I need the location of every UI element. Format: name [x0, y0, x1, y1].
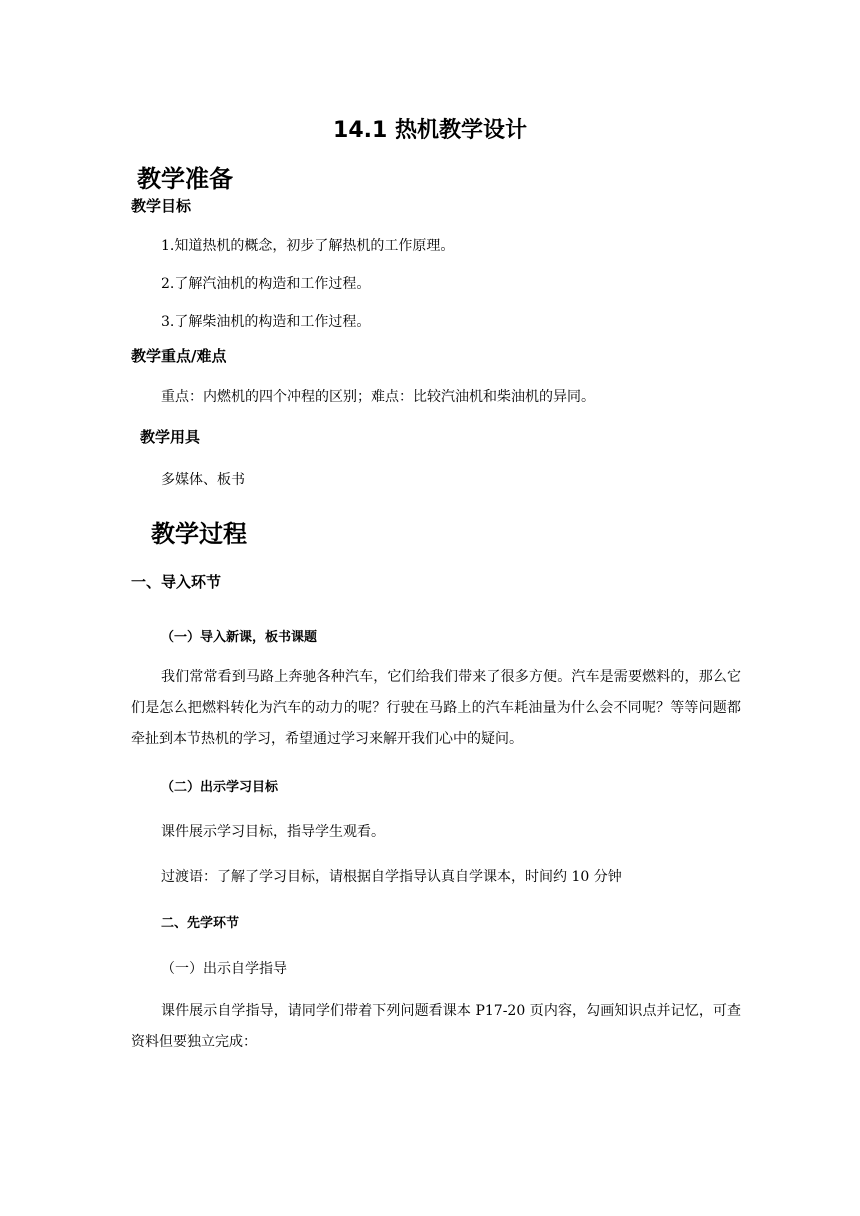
heading-sub-2-1: （一）出示自学指导	[161, 961, 287, 977]
heading-sub-1-2: （二）出示学习目标	[161, 780, 279, 795]
heading-sub-1-1: （一）导入新课，板书课题	[161, 630, 318, 645]
goal-item-3: 3.了解柴油机的构造和工作过程。	[161, 314, 371, 330]
paragraph-self-study: 课件展示自学指导，请同学们带着下列问题看课本 P17-20 页内容，勾画知识点并记忆，可查资料但要独立完成：	[131, 1003, 741, 1050]
heading-section-1: 一、导入环节	[131, 573, 222, 591]
section-heading-process: 教学过程	[151, 520, 247, 548]
paragraph-transition: 过渡语：了解了学习目标，请根据自学指导认真自学课本，时间约 10 分钟	[161, 869, 622, 885]
heading-goals: 教学目标	[131, 197, 192, 215]
tools-text: 多媒体、板书	[161, 472, 245, 488]
paragraph-goals-display: 课件展示学习目标，指导学生观看。	[161, 824, 385, 840]
section-heading-prep: 教学准备	[137, 165, 233, 193]
document-title: 14.1 热机教学设计	[333, 118, 527, 143]
heading-keypoints: 教学重点/难点	[131, 347, 227, 365]
goal-item-1: 1.知道热机的概念，初步了解热机的工作原理。	[161, 238, 455, 254]
keypoints-text: 重点：内燃机的四个冲程的区别；难点：比较汽油机和柴油机的异同。	[161, 389, 595, 405]
heading-section-2: 二、先学环节	[161, 916, 240, 931]
heading-tools: 教学用具	[140, 428, 201, 446]
paragraph-intro: 我们常常看到马路上奔驰各种汽车，它们给我们带来了很多方便。汽车是需要燃料的，那么它们是怎么把燃料转化为汽车的动力的呢？行驶在马路上的汽车耗油量为什么会不同呢？等等问题都牵扯到本节热机的学习，希望通过学习来解开我们心中的疑问。	[131, 669, 741, 747]
goal-item-2: 2.了解汽油机的构造和工作过程。	[161, 276, 371, 292]
